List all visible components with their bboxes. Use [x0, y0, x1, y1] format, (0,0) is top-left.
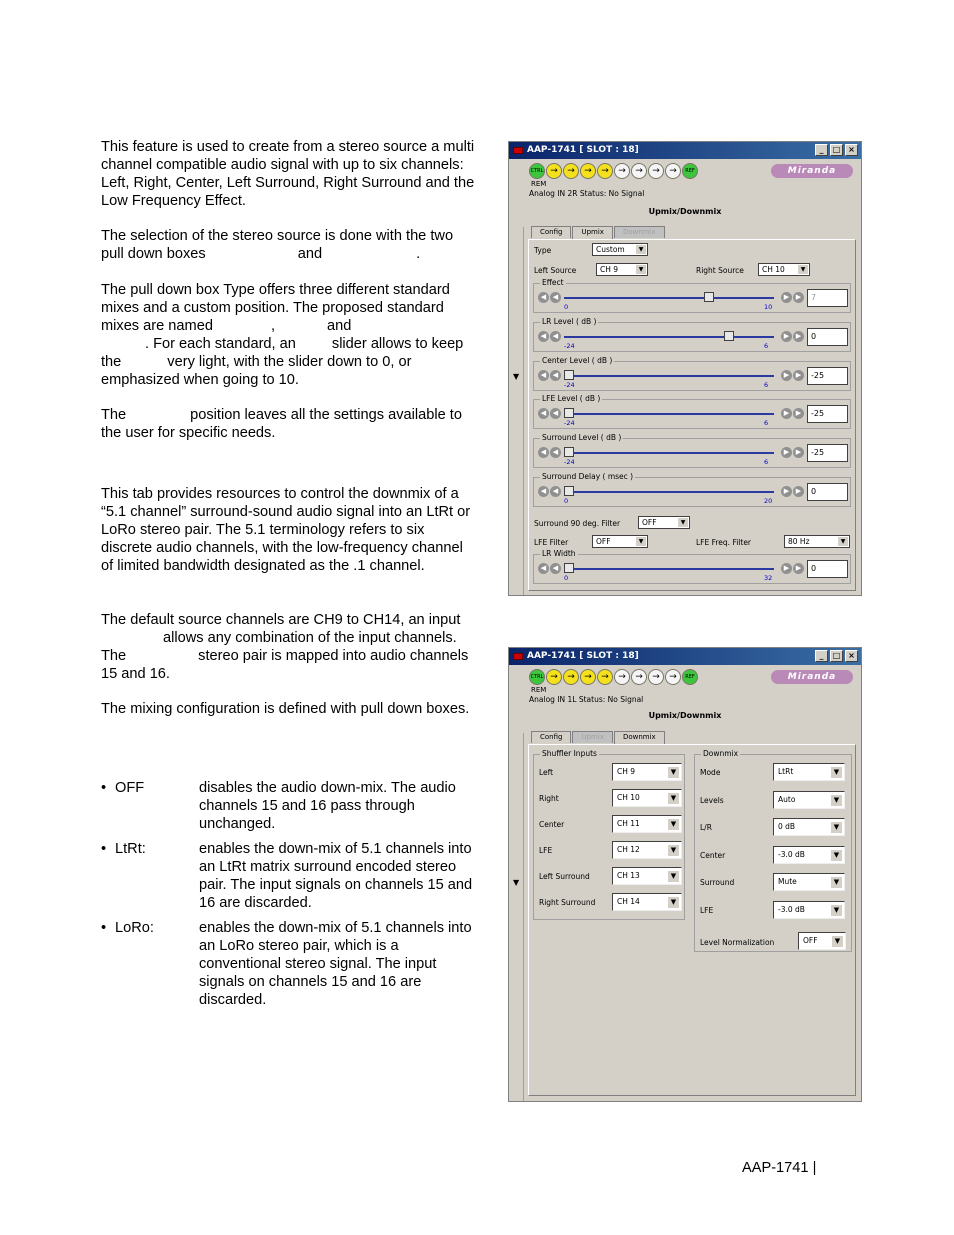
- text-fragment: slider allows to keep the: [101, 336, 464, 370]
- slider-group: [533, 356, 851, 391]
- tab-config[interactable]: Config: [531, 226, 571, 238]
- decrement-icon[interactable]: ◀: [538, 486, 549, 497]
- chevron-down-icon: ▼: [668, 793, 679, 804]
- type-select[interactable]: [592, 243, 648, 256]
- downmix-title: Downmix: [703, 749, 739, 758]
- downmix-label: L/R: [700, 823, 712, 832]
- decrement-icon[interactable]: ◀: [538, 408, 549, 419]
- slider-value-input[interactable]: -25: [807, 444, 848, 462]
- input-led-icon[interactable]: →: [563, 669, 579, 685]
- chevron-down-icon: ▼: [668, 819, 679, 830]
- downmix-label: Center: [700, 850, 726, 860]
- right-source-select[interactable]: [758, 263, 810, 276]
- decrement-icon[interactable]: ◀: [550, 563, 561, 574]
- downmix-group: [694, 749, 852, 952]
- bullet-key: LtRt:: [115, 841, 146, 857]
- output-led-icon[interactable]: →: [631, 669, 647, 685]
- chevron-down-icon: ▼: [636, 537, 646, 546]
- slider-track[interactable]: [564, 452, 774, 454]
- downmix-select[interactable]: [773, 791, 845, 809]
- status-led-row: [529, 163, 698, 179]
- slider-label: Effect: [542, 278, 564, 287]
- window-controls: [815, 650, 858, 662]
- increment-icon[interactable]: ▶: [781, 486, 792, 497]
- lfe-freq-label: LFE Freq. Filter: [696, 538, 752, 547]
- slider-min-label: -24: [564, 419, 575, 427]
- shuffler-select[interactable]: [612, 789, 682, 807]
- chevron-down-icon: ▼: [832, 936, 843, 947]
- slider-value-input[interactable]: -25: [807, 367, 848, 385]
- decrement-icon[interactable]: ◀: [550, 486, 561, 497]
- shuffler-label: Center: [539, 820, 565, 829]
- decrement-icon[interactable]: ◀: [538, 563, 549, 574]
- downmix-label: Levels: [700, 795, 724, 805]
- slider-thumb[interactable]: [704, 292, 714, 302]
- mixing-config-paragraph: [101, 700, 477, 718]
- downmix-select[interactable]: [773, 818, 845, 836]
- bullet-key: LoRo:: [115, 920, 154, 936]
- left-source-value: CH 9: [600, 265, 619, 274]
- paragraph-mixing-config: The mixing configuration is defined with pull down boxes.: [101, 701, 470, 717]
- downmix-value: Auto: [778, 794, 796, 804]
- shuffler-select[interactable]: [612, 867, 682, 885]
- chevron-down-icon: ▼: [668, 845, 679, 856]
- input-led-icon[interactable]: →: [597, 163, 613, 179]
- shuffler-label: Left: [539, 768, 554, 777]
- slider-group: [533, 394, 851, 429]
- downmix-value: LtRt: [778, 767, 794, 776]
- slider-track[interactable]: [564, 413, 774, 415]
- shuffler-title: Shuffler Inputs: [542, 749, 597, 758]
- text-fragment: and: [327, 318, 352, 334]
- increment-icon[interactable]: ▶: [781, 370, 792, 381]
- shuffler-value: CH 14: [617, 897, 640, 906]
- increment-icon[interactable]: ▶: [793, 486, 804, 497]
- slider-track[interactable]: [564, 568, 774, 570]
- downmix-label: Surround: [700, 878, 735, 887]
- minimize-button[interactable]: _: [815, 650, 828, 662]
- shuffler-label: Left Surround: [539, 872, 590, 881]
- tab-config[interactable]: Config: [531, 731, 571, 743]
- slider-min-label: 0: [564, 497, 569, 505]
- slider-max-label: 6: [764, 419, 769, 427]
- close-button[interactable]: ×: [845, 650, 858, 662]
- shuffler-value: CH 12: [617, 845, 640, 854]
- chevron-down-icon: ▼: [831, 795, 842, 806]
- slider-thumb[interactable]: [724, 331, 734, 341]
- remote-label: REM: [531, 180, 547, 188]
- output-led-icon[interactable]: →: [648, 669, 664, 685]
- slider-max-label: 20: [764, 497, 773, 505]
- slider-thumb[interactable]: [564, 447, 574, 457]
- text-fragment: The default source channels are CH9 to CH14, an input: [101, 612, 461, 628]
- chevron-down-icon: ▼: [831, 905, 842, 916]
- left-source-label: Left Source: [534, 266, 577, 275]
- paragraph-downmix-intro: This tab provides resources to control the downmix of a “5.1 channel” surround-sound audio signal into an LtRt or LoRo stereo pair. The 5.1 terminology refers to six discrete audio channels, with the low-frequency channel of limited bandwidth designated as the .1 channel.: [101, 486, 471, 574]
- slider-min-label: -24: [564, 342, 575, 350]
- shuffler-select[interactable]: [612, 815, 682, 833]
- slider-max-label: 6: [764, 342, 769, 350]
- text-fragment: very light, with the slider down to 0, or emphasized when going to 10.: [101, 354, 412, 388]
- app-icon: [513, 147, 523, 154]
- lfe-filter-label: LFE Filter: [534, 538, 569, 547]
- bullet-loro: [101, 919, 477, 1009]
- text-fragment: position leaves all the settings available to the user for specific needs.: [101, 407, 462, 441]
- slider-group: [533, 433, 851, 468]
- remote-label: REM: [531, 686, 547, 694]
- intro-paragraph: [101, 138, 477, 210]
- downmix-paragraph: [101, 485, 477, 575]
- slider-track[interactable]: [564, 375, 774, 377]
- text-fragment: stereo pair is mapped into audio channels 15 and 16.: [101, 648, 469, 682]
- shuffler-value: CH 11: [617, 819, 640, 828]
- downmix-value: Mute: [778, 877, 797, 886]
- maximize-button[interactable]: □: [830, 144, 843, 156]
- level-normalization-value: OFF: [803, 936, 818, 945]
- left-source-select[interactable]: [596, 263, 648, 276]
- minimize-button[interactable]: _: [815, 144, 828, 156]
- paragraph-upmix-intro: This feature is used to create from a stereo source a multi channel compatible audio signal with up to six channels: Left, Right, Center, Left Surround, Right Surround and the Low Frequency Effect.: [101, 139, 475, 209]
- slider-track[interactable]: [564, 491, 774, 493]
- ref-led-icon[interactable]: REF: [682, 163, 698, 179]
- downmix-window: [508, 647, 862, 1102]
- lfe-filter-select[interactable]: [592, 535, 648, 548]
- brand-logo: Miranda: [771, 164, 853, 178]
- window-title: AAP-1741 [ SLOT : 18]: [527, 145, 639, 155]
- shuffler-label: LFE: [539, 846, 553, 855]
- text-fragment: allows any combination of the input channels. The: [101, 630, 457, 664]
- slider-group: [533, 472, 851, 507]
- text-fragment: The: [101, 407, 127, 423]
- slider-min-label: 0: [564, 303, 569, 311]
- increment-icon[interactable]: ▶: [793, 408, 804, 419]
- surround-filter-select[interactable]: [638, 516, 690, 529]
- slider-label: LFE Level ( dB ): [542, 394, 601, 403]
- shuffler-label: Right: [539, 794, 559, 803]
- ref-led-icon[interactable]: REF: [682, 669, 698, 685]
- output-led-icon[interactable]: →: [665, 163, 681, 179]
- slider-value-input[interactable]: 0: [807, 328, 848, 346]
- decrement-icon[interactable]: ◀: [550, 292, 561, 303]
- slider-thumb[interactable]: [564, 563, 574, 573]
- chevron-down-icon: ▼: [831, 822, 842, 833]
- increment-icon[interactable]: ▶: [781, 331, 792, 342]
- tab-bar: [531, 226, 666, 239]
- shuffler-group: [533, 749, 685, 920]
- input-led-icon[interactable]: →: [597, 669, 613, 685]
- downmix-value: -3.0 dB: [778, 904, 805, 914]
- bullet-ltrt: [101, 840, 477, 912]
- page-footer: AAP-1741 |: [742, 1160, 817, 1176]
- side-arrow-icon[interactable]: ▼: [513, 878, 520, 887]
- decrement-icon[interactable]: ◀: [550, 370, 561, 381]
- slider-thumb[interactable]: [564, 370, 574, 380]
- slider-thumb[interactable]: [564, 486, 574, 496]
- increment-icon[interactable]: ▶: [793, 447, 804, 458]
- downmix-label: Mode: [700, 768, 721, 777]
- signal-status: Analog IN 2R Status: No Signal: [529, 189, 645, 198]
- slider-min-label: -24: [564, 381, 575, 389]
- increment-icon[interactable]: ▶: [781, 292, 792, 303]
- output-led-icon[interactable]: →: [614, 669, 630, 685]
- tab-downmix[interactable]: Downmix: [614, 226, 665, 238]
- slider-label: Surround Delay ( msec ): [542, 472, 634, 481]
- right-source-value: CH 10: [762, 265, 785, 274]
- downmix-value: 0 dB: [778, 822, 796, 831]
- bullet-desc: disables the audio down-mix. The audio channels 15 and 16 pass through unchanged.: [199, 780, 456, 832]
- tab-downmix[interactable]: Downmix: [614, 731, 665, 744]
- slider-value-input[interactable]: -25: [807, 405, 848, 423]
- slider-group: [533, 549, 851, 584]
- side-arrow-icon[interactable]: ▼: [513, 372, 520, 381]
- input-led-icon[interactable]: →: [580, 163, 596, 179]
- shuffler-select[interactable]: [612, 841, 682, 859]
- right-source-label: Right Source: [696, 266, 744, 275]
- slider-max-label: 6: [764, 381, 769, 389]
- type-label: Type: [534, 246, 552, 255]
- chevron-down-icon: ▼: [838, 537, 848, 546]
- slider-label: Center Level ( dB ): [542, 356, 613, 365]
- decrement-icon[interactable]: ◀: [538, 447, 549, 458]
- surround-filter-label: Surround 90 deg. Filter: [534, 519, 621, 528]
- slider-label: Surround Level ( dB ): [542, 433, 622, 442]
- slider-group: [533, 317, 851, 352]
- status-led-icon[interactable]: CTRL: [529, 163, 545, 179]
- lfe-freq-value: 80 Hz: [788, 537, 810, 546]
- increment-icon[interactable]: ▶: [781, 408, 792, 419]
- slider-value-input[interactable]: 7: [807, 289, 848, 307]
- window-controls: [815, 144, 858, 156]
- increment-icon[interactable]: ▶: [781, 563, 792, 574]
- type-paragraph: [101, 281, 477, 389]
- slider-min-label: 0: [564, 574, 569, 582]
- downmix-select[interactable]: [773, 901, 845, 919]
- increment-icon[interactable]: ▶: [781, 447, 792, 458]
- input-led-icon[interactable]: →: [563, 163, 579, 179]
- window-titlebar[interactable]: [509, 142, 861, 159]
- increment-icon[interactable]: ▶: [793, 563, 804, 574]
- surround-filter-value: OFF: [642, 518, 657, 527]
- bullet-glyph: •: [101, 780, 107, 796]
- bullet-glyph: •: [101, 841, 107, 857]
- output-led-icon[interactable]: →: [631, 163, 647, 179]
- shuffler-label: Right Surround: [539, 898, 596, 907]
- downmix-panel: [528, 744, 856, 1096]
- upmix-window: [508, 141, 862, 596]
- shuffler-value: CH 10: [617, 793, 640, 802]
- slider-label: LR Level ( dB ): [542, 317, 597, 326]
- panel-title: Upmix/Downmix: [648, 207, 722, 216]
- slider-max-label: 32: [764, 574, 773, 582]
- chevron-down-icon: ▼: [668, 871, 679, 882]
- chevron-down-icon: ▼: [831, 767, 842, 778]
- text-fragment: ,: [270, 318, 275, 334]
- window-titlebar[interactable]: [509, 648, 861, 665]
- bullet-key: OFF: [115, 780, 145, 796]
- upmix-panel: [528, 239, 856, 591]
- chevron-down-icon: ▼: [831, 877, 842, 888]
- app-icon: [513, 653, 523, 660]
- downmix-select[interactable]: [773, 846, 845, 864]
- increment-icon[interactable]: ▶: [793, 292, 804, 303]
- decrement-icon[interactable]: ◀: [550, 408, 561, 419]
- level-normalization-label: Level Normalization: [700, 938, 775, 947]
- slider-track[interactable]: [564, 297, 774, 299]
- decrement-icon[interactable]: ◀: [538, 370, 549, 381]
- increment-icon[interactable]: ▶: [793, 370, 804, 381]
- slider-group: [533, 278, 851, 313]
- downmix-select[interactable]: [773, 873, 845, 891]
- text-fragment: The pull down box Type offers three different standard mixes and a custom position. The proposed standard mixes are named: [101, 282, 450, 334]
- side-collapse-bar[interactable]: [510, 227, 524, 595]
- chevron-down-icon: ▼: [636, 245, 646, 254]
- input-led-icon[interactable]: →: [546, 163, 562, 179]
- tab-upmix[interactable]: Upmix: [572, 731, 612, 743]
- status-led-icon[interactable]: CTRL: [529, 669, 545, 685]
- shuffler-value: CH 9: [617, 767, 636, 776]
- decrement-icon[interactable]: ◀: [550, 447, 561, 458]
- bullet-glyph: •: [101, 920, 107, 936]
- bullet-desc: enables the down-mix of 5.1 channels into an LoRo stereo pair, which is a conventional stereo signal. The input signals on channels 15 and 16 are discarded.: [199, 920, 472, 1008]
- status-led-row: [529, 669, 698, 685]
- text-fragment: .: [416, 246, 421, 262]
- side-collapse-bar[interactable]: [510, 733, 524, 1101]
- output-led-icon[interactable]: →: [665, 669, 681, 685]
- brand-logo: Miranda: [771, 670, 853, 684]
- slider-track[interactable]: [564, 336, 774, 338]
- downmix-value: -3.0 dB: [778, 849, 805, 859]
- chevron-down-icon: ▼: [636, 265, 646, 274]
- slider-max-label: 6: [764, 458, 769, 466]
- bullet-off: [101, 779, 477, 833]
- increment-icon[interactable]: ▶: [793, 331, 804, 342]
- text-fragment: and: [297, 246, 323, 262]
- lfe-filter-value: OFF: [596, 537, 611, 546]
- decrement-icon[interactable]: ◀: [550, 331, 561, 342]
- source-channels-paragraph: [101, 611, 477, 683]
- signal-status: Analog IN 1L Status: No Signal: [529, 695, 644, 704]
- close-button[interactable]: ×: [845, 144, 858, 156]
- text-fragment: . For each standard, an: [145, 336, 296, 352]
- decrement-icon[interactable]: ◀: [538, 331, 549, 342]
- decrement-icon[interactable]: ◀: [538, 292, 549, 303]
- slider-value-input[interactable]: 0: [807, 483, 848, 501]
- chevron-down-icon: ▼: [798, 265, 808, 274]
- lfe-freq-select[interactable]: [784, 535, 850, 548]
- text-fragment: The selection of the stereo source is done with the two pull down boxes: [101, 228, 454, 262]
- slider-max-label: 10: [764, 303, 773, 311]
- downmix-label: LFE: [700, 905, 714, 915]
- chevron-down-icon: ▼: [678, 518, 688, 527]
- chevron-down-icon: ▼: [668, 897, 679, 908]
- chevron-down-icon: ▼: [668, 767, 679, 778]
- shuffler-value: CH 13: [617, 871, 640, 880]
- tab-upmix[interactable]: Upmix: [572, 226, 612, 239]
- shuffler-select[interactable]: [612, 763, 682, 781]
- downmix-select[interactable]: [773, 763, 845, 781]
- source-paragraph: [101, 227, 477, 263]
- input-led-icon[interactable]: →: [580, 669, 596, 685]
- custom-paragraph: [101, 406, 477, 442]
- output-led-icon[interactable]: →: [614, 163, 630, 179]
- slider-value-input[interactable]: 0: [807, 560, 848, 578]
- chevron-down-icon: ▼: [831, 850, 842, 861]
- panel-title: Upmix/Downmix: [648, 711, 722, 720]
- type-value: Custom: [596, 245, 625, 254]
- slider-label: LR Width: [542, 549, 576, 558]
- window-title: AAP-1741 [ SLOT : 18]: [527, 651, 639, 661]
- slider-min-label: -24: [564, 458, 575, 466]
- maximize-button[interactable]: □: [830, 650, 843, 662]
- tab-bar: [531, 731, 666, 744]
- level-normalization-select[interactable]: [798, 932, 846, 950]
- input-led-icon[interactable]: →: [546, 669, 562, 685]
- bullet-desc: enables the down-mix of 5.1 channels into an LtRt matrix surround encoded stereo pair. The input signals on channels 15 and 16 are discarded.: [199, 841, 473, 911]
- shuffler-select[interactable]: [612, 893, 682, 911]
- output-led-icon[interactable]: →: [648, 163, 664, 179]
- slider-thumb[interactable]: [564, 408, 574, 418]
